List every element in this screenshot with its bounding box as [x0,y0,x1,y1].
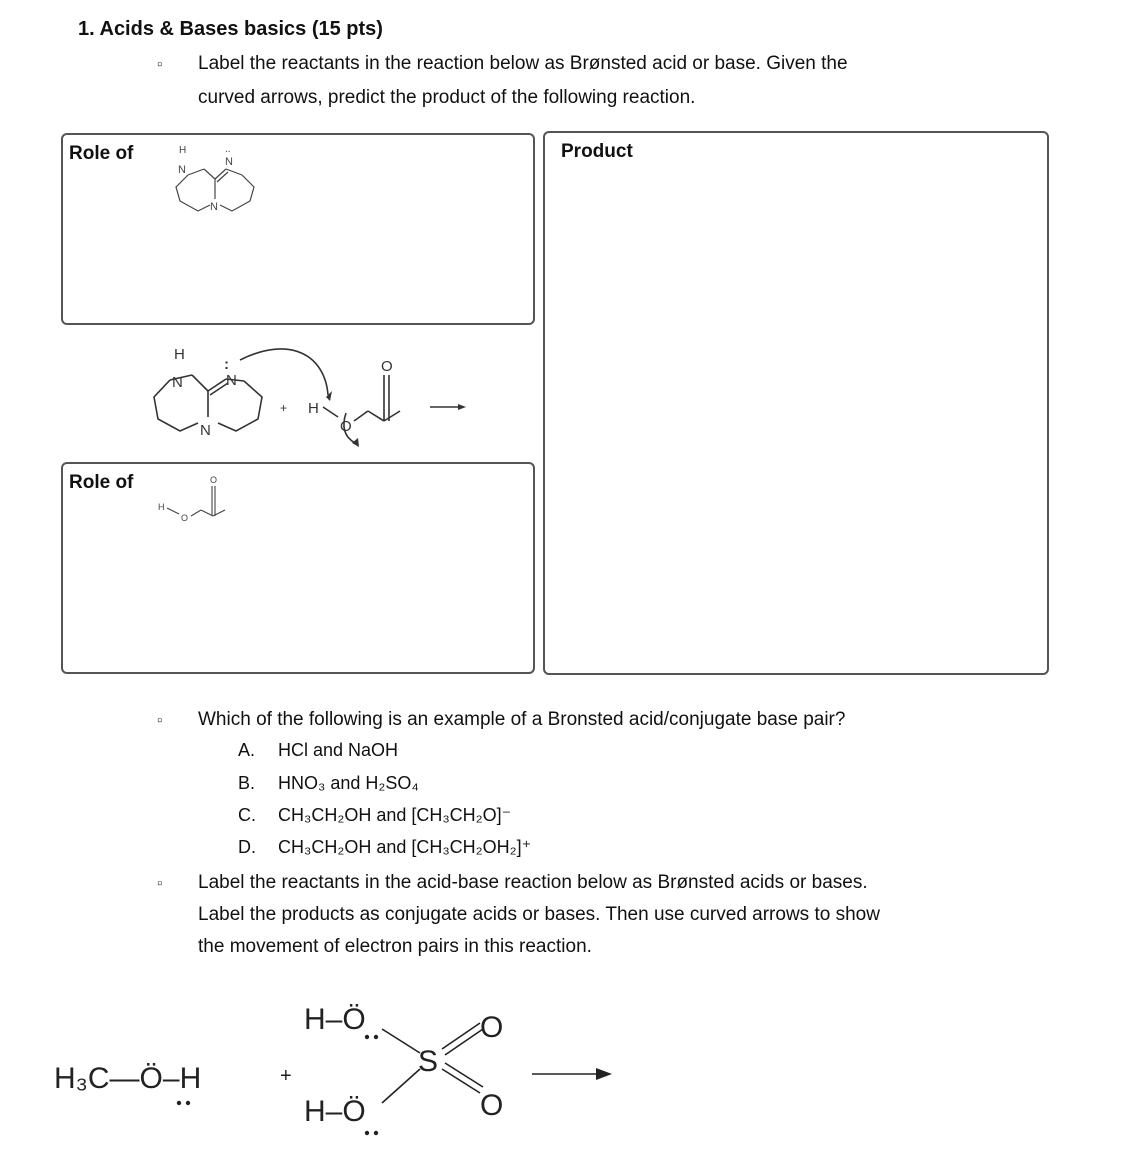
part-a-line-2: curved arrows, predict the product of the following reaction. [198,87,696,108]
choice-d[interactable] [238,837,531,858]
svg-text:N: N [200,422,211,439]
role-of-label-1: Role of [69,143,134,164]
svg-text:H: H [158,502,165,512]
choice-d-text: CH₃CH₂OH and [CH₃CH₂OH₂]⁺ [278,837,532,857]
choice-a-letter: A. [238,740,256,760]
choice-a[interactable] [238,740,398,761]
question-title: 1. Acids & Bases basics (15 pts) [78,18,383,40]
sulfuric-oh-top: H–Ö [304,1003,366,1036]
amidine-base-structure-small [158,139,268,219]
svg-text:H: H [308,400,319,417]
svg-text:N: N [225,156,233,168]
reaction-1-scheme [140,335,480,455]
bullet-part-b: ▫ [157,712,163,729]
svg-text:O: O [210,475,218,485]
svg-text:O: O [340,418,352,435]
reaction-1-plus: + [280,401,288,415]
bullet-part-c: ▫ [157,875,163,892]
part-b-prompt: Which of the following is an example of a Bronsted acid/conjugate base pair? [198,709,846,730]
svg-text:N: N [226,372,237,389]
choice-a-text: HCl and NaOH [278,740,399,760]
svg-text:O: O [381,358,393,375]
part-c-line-2: Label the products as conjugate acids or bases. Then use curved arrows to show [198,904,880,925]
svg-text::: : [224,356,229,373]
choice-c[interactable] [238,805,511,826]
part-c-line-3: the movement of electron pairs in this reaction. [198,936,592,957]
choice-c-text: CH₃CH₂OH and [CH₃CH₂O]⁻ [278,805,512,825]
bullet-part-a: ▫ [157,56,163,73]
reaction-2-plus: + [280,1065,292,1087]
oxygen-double-2: O [480,1089,504,1122]
oxygen-double-1: O [480,1011,504,1044]
part-a-line-1: Label the reactants in the reaction below as Brønsted acid or base. Given the [198,53,848,74]
role-of-label-2: Role of [69,472,134,493]
product-answer-box[interactable] [543,131,1049,675]
sulfuric-oh-bottom: H–Ö [304,1095,366,1128]
product-label: Product [561,141,633,162]
svg-text:O: O [181,513,189,523]
role-of-answer-box-2[interactable] [61,462,535,674]
acetic-acid-structure-small [155,468,255,528]
choice-b-text: HNO₃ and H₂SO₄ [278,773,419,793]
choice-c-letter: C. [238,805,256,825]
reaction-2-scheme [40,985,640,1150]
svg-text:N: N [178,164,186,176]
methanol-structure: H₃C—Ö–H [54,1062,202,1095]
part-c-line-1: Label the reactants in the acid-base reaction below as Brønsted acids or bases. [198,872,868,893]
role-of-answer-box-1[interactable] [61,133,535,325]
svg-text:N: N [172,374,183,391]
svg-text:H: H [174,346,185,363]
svg-text:..: .. [225,144,231,155]
choice-d-letter: D. [238,837,256,857]
svg-text:H: H [179,145,187,156]
choice-b-letter: B. [238,773,256,793]
sulfur-atom: S [418,1045,439,1078]
choice-b[interactable] [238,773,419,794]
svg-text:N: N [210,201,218,213]
